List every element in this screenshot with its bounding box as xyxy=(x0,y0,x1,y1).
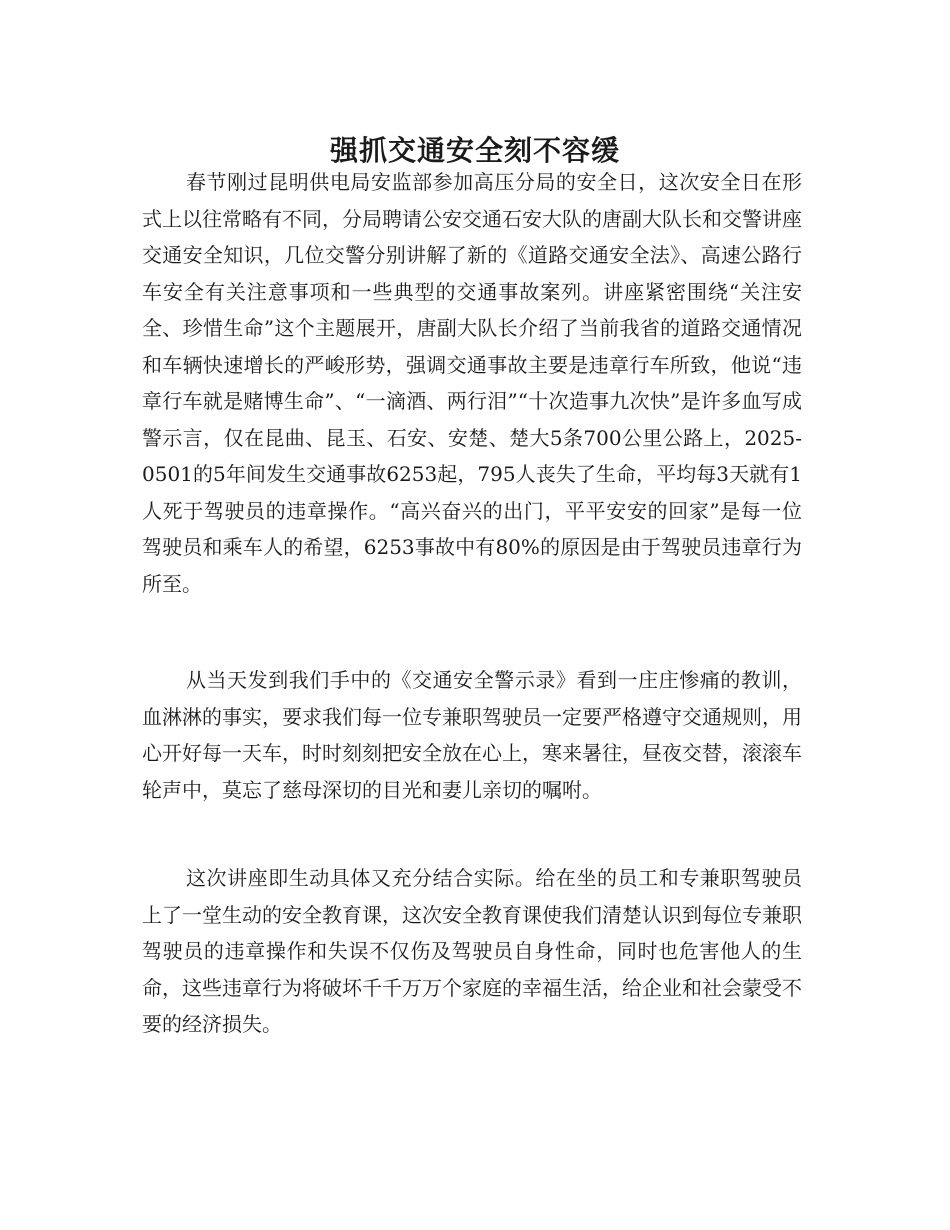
paragraph-3: 这次讲座即生动具体又充分结合实际。给在坐的员工和专兼职驾驶员上了一堂生动的安全教育课，这次安全教育课使我们清楚认识到每位专兼职驾驶员的违章操作和失误不仅伤及驾驶员自身性命，同时也危害他人的生命，这些违章行为将破坏千千万万个家庭的幸福生活，给企业和社会蒙受不要的经济损失。 xyxy=(142,866,802,1036)
document-title: 强抓交通安全刻不容缓 xyxy=(329,133,620,167)
paragraph-1: 春节刚过昆明供电局安监部参加高压分局的安全日，这次安全日在形式上以往常略有不同，分局聘请公安交通石安大队的唐副大队长和交警讲座交通安全知识，几位交警分别讲解了新的《道路交通安全法》、高速公路行车安全有关注意事项和一些典型的交通事故案列。讲座紧密围绕“关注安全、珍惜生命”这个主题展开，唐副大队长介绍了当前我省的道路交通情况和车辆快速增长的严峻形势，强调交通事故主要是违章行车所致，他说“违章行车就是赌博生命”、“一滴酒、两行泪”“十次造事九次快”是许多血写成警示言，仅在昆曲、昆玉、石安、安楚、楚大5条700公里公路上，2025-0501的5年间发生交通事故6253起，795人丧失了生命，平均每3天就有1人死于驾驶员的违章操作。“高兴奋兴的出门，平平安安的回家”是每一位驾驶员和乘车人的希望，6253事故中有80%的原因是由于驾驶员违章行为所至。 xyxy=(142,170,802,596)
paragraph-2: 从当天发到我们手中的《交通安全警示录》看到一庄庄惨痛的教训，血淋淋的事实，要求我们每一位专兼职驾驶员一定要严格遵守交通规则，用心开好每一天车，时时刻刻把安全放在心上，寒来暑往，昼夜交替，滚滚车轮声中，莫忘了慈母深切的目光和妻儿亲切的嘱咐。 xyxy=(142,668,802,802)
